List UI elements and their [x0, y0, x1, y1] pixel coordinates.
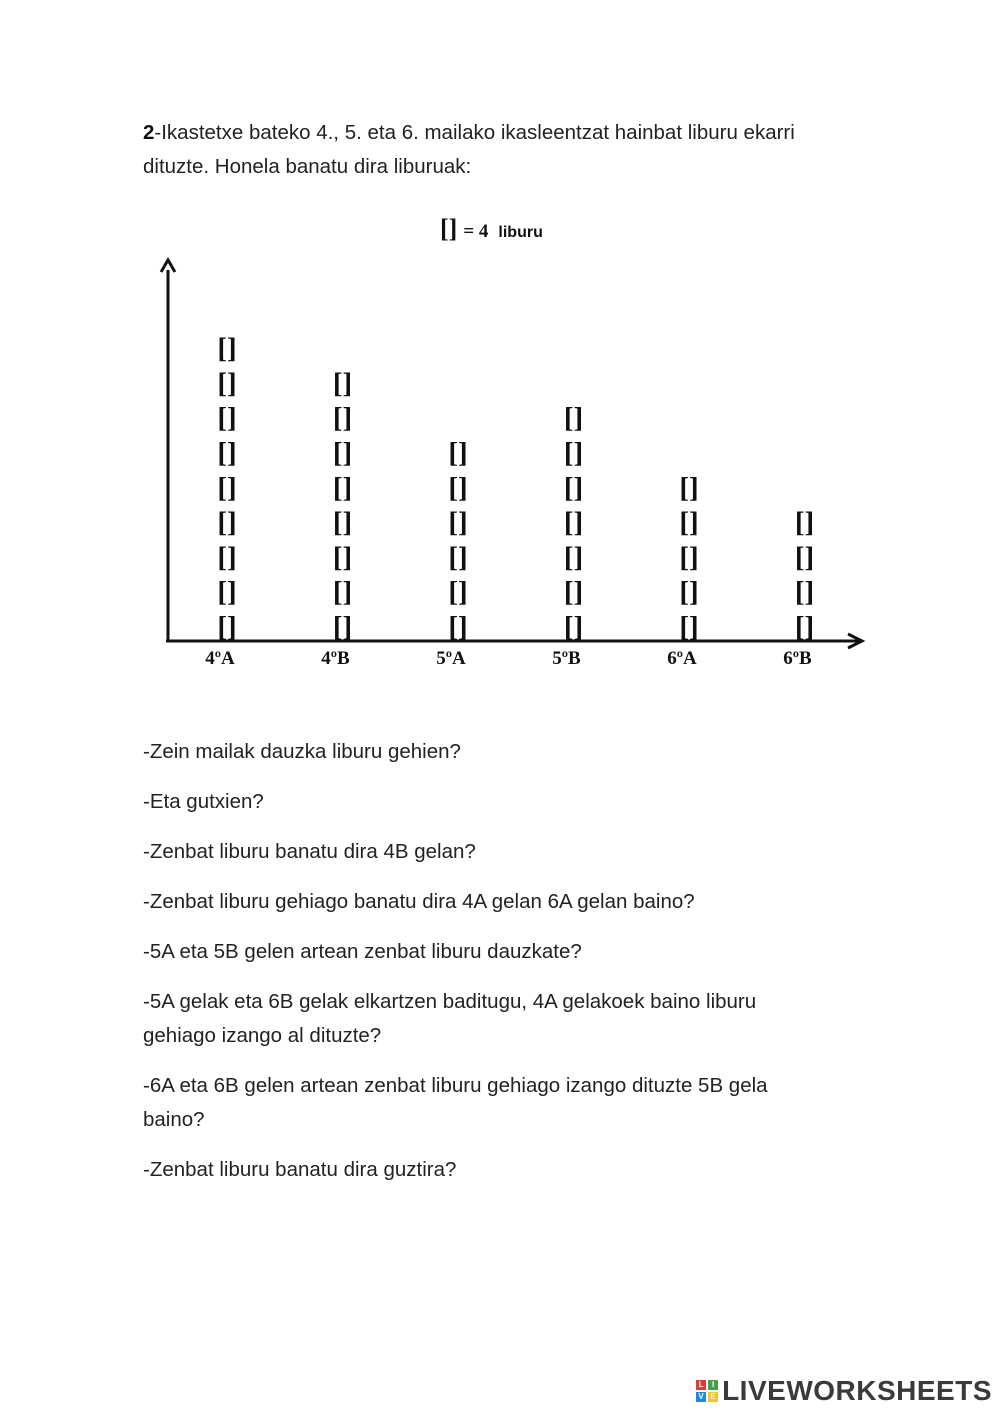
question-item: -Zenbat liburu gehiago banatu dira 4A gelan 6A gelan baino? — [143, 890, 695, 913]
pictogram-symbol: [] — [794, 541, 815, 574]
pictogram-symbol: [] — [679, 611, 699, 643]
pictogram-symbol: [] — [332, 367, 353, 400]
bar-6ºB — [795, 507, 814, 643]
pictogram-symbol: [] — [332, 541, 353, 574]
question-item: -Zenbat liburu banatu dira 4B gelan? — [143, 840, 476, 863]
bar-4ºA — [217, 333, 236, 643]
pictogram-symbol: [] — [563, 576, 584, 609]
pictogram-symbol: [] — [563, 437, 584, 469]
pictogram-symbol: [] — [448, 576, 468, 609]
logo-square: V — [696, 1392, 706, 1402]
bar-6ºA — [679, 472, 698, 643]
pictogram-symbol: [] — [563, 611, 584, 643]
pictogram-symbol: [] — [217, 611, 237, 643]
pictogram-symbol: [] — [448, 506, 468, 539]
bar-5ºA — [448, 437, 467, 643]
logo-square: E — [708, 1392, 718, 1402]
question-item: -Eta gutxien? — [143, 790, 264, 813]
x-tick-label: 5ºA — [436, 648, 466, 669]
x-tick-label: 4ºA — [205, 648, 235, 669]
question-item: -5A gelak eta 6B gelak elkartzen baditugu, 4A gelakoek baino liburu gehiago izango al dituzte? — [143, 990, 757, 1047]
pictogram-symbol: [] — [448, 541, 468, 574]
pictogram-symbol: [] — [563, 506, 584, 539]
intro-text-line1: -Ikastetxe bateko 4., 5. eta 6. mailako ikasleentzat hainbat liburu ekarri — [154, 121, 795, 144]
x-tick-label: 6ºB — [783, 648, 812, 669]
pictogram-symbol: [] — [448, 471, 468, 504]
pictogram-symbol: [] — [794, 611, 815, 643]
liveworksheets-brand — [696, 1375, 992, 1407]
pictogram-symbol: [] — [679, 471, 699, 504]
pictogram-symbol: [] — [679, 541, 699, 574]
pictogram-symbol: [] — [332, 471, 353, 504]
pictogram-symbol: [] — [217, 367, 237, 400]
pictogram-symbol: [] — [448, 611, 468, 643]
brand-text: LIVEWORKSHEETS — [722, 1375, 992, 1406]
pictogram-symbol: [] — [679, 506, 699, 539]
pictogram-symbol: [] — [332, 402, 353, 435]
logo-square: L — [696, 1380, 706, 1390]
question-item: -Zein mailak dauzka liburu gehien? — [143, 740, 461, 763]
pictogram-symbol: [] — [679, 576, 699, 609]
legend-symbol: [] — [440, 214, 458, 243]
x-tick-label: 5ºB — [552, 648, 581, 669]
pictogram-symbol: [] — [217, 541, 237, 574]
pictogram-symbol: [] — [217, 332, 237, 365]
pictogram-symbol: [] — [794, 576, 815, 609]
pictogram-symbol: [] — [217, 506, 237, 539]
intro-text-line2: dituzte. Honela banatu dira liburuak: — [143, 155, 472, 178]
pictogram-symbol: [] — [217, 402, 237, 435]
pictogram-symbol: [] — [794, 506, 815, 539]
bar-5ºB — [564, 402, 583, 643]
x-tick-label: 6ºA — [667, 648, 697, 669]
pictogram-symbol: [] — [217, 471, 237, 504]
pictogram-symbol: [] — [563, 541, 584, 574]
exercise-number: 2 — [143, 121, 155, 144]
question-item: -6A eta 6B gelen artean zenbat liburu gehiago izango dituzte 5B gela baino? — [143, 1074, 768, 1131]
legend-equals: = 4 — [463, 221, 489, 242]
x-tick-label: 4ºB — [321, 648, 350, 669]
pictogram-symbol: [] — [217, 437, 237, 469]
legend-unit: liburu — [498, 224, 543, 241]
pictogram-symbol: [] — [563, 402, 584, 435]
pictogram-symbol: [] — [332, 611, 353, 643]
pictogram-symbol: [] — [563, 471, 584, 504]
bar-4ºB — [333, 367, 352, 643]
question-item: -5A eta 5B gelen artean zenbat liburu dauzkate? — [143, 940, 582, 963]
liveworksheets-logo-icon — [696, 1380, 718, 1402]
pictogram-symbol: [] — [332, 506, 353, 539]
pictogram-symbol: [] — [332, 576, 353, 609]
question-item: -Zenbat liburu banatu dira guztira? — [143, 1158, 457, 1181]
pictograph-chart — [0, 0, 1000, 700]
logo-square: I — [708, 1380, 718, 1390]
pictogram-symbol: [] — [332, 437, 353, 469]
question-list — [143, 735, 833, 1203]
pictogram-symbol: [] — [448, 437, 468, 469]
pictogram-symbol: [] — [217, 576, 237, 609]
